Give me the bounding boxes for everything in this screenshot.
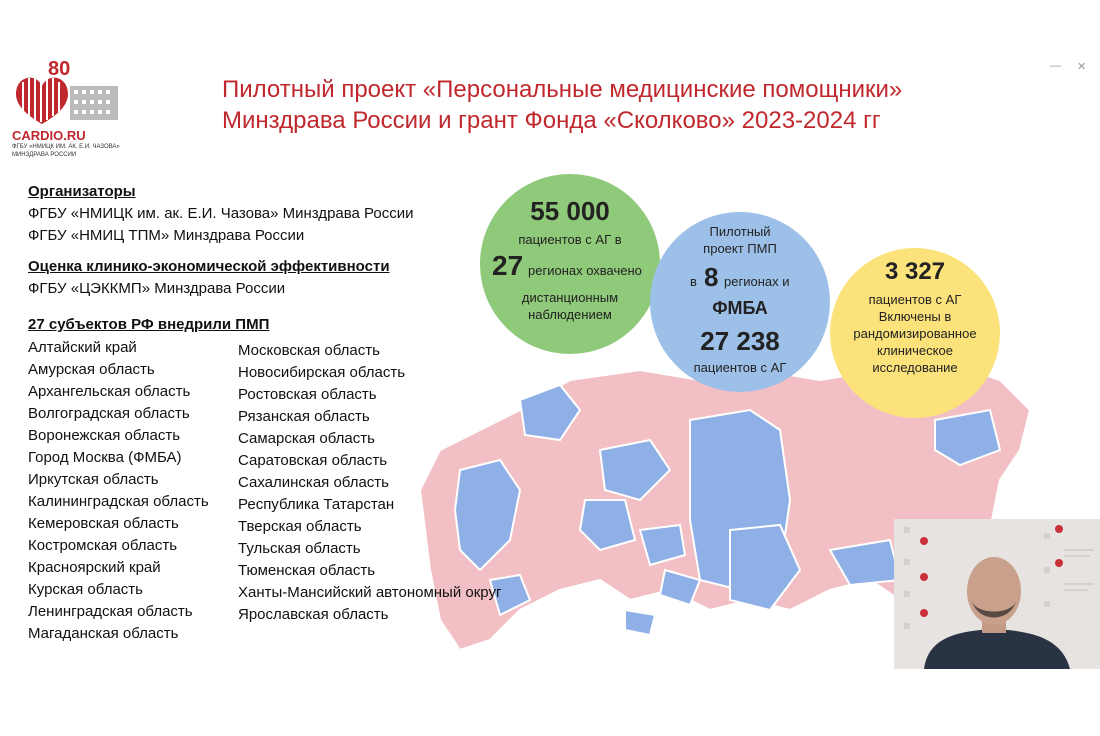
stat-number: 55 000 [530,196,610,226]
region-item: Ханты-Мансийский автономный округ [238,584,502,601]
logo-name: CARDIO.RU [12,128,86,143]
stat-text: дистанционным [521,290,619,305]
evaluation-heading: Оценка клинико-экономической эффективности [28,258,390,275]
region-item: Ленинградская область [28,603,193,620]
stat-text: в [690,274,697,289]
title-line-1: Пилотный проект «Персональные медицинские помощники» [222,76,903,103]
logo-number: 80 [48,58,71,80]
logo-org-line1: ФГБУ «НМИЦК ИМ. АК. Е.И. ЧАЗОВА» [12,144,120,150]
stat-text: пациентов с АГ [693,360,787,375]
region-item: Кемеровская область [28,515,179,532]
region-item: Тульская область [238,540,361,557]
stat-text: ФМБА [712,298,768,318]
stat-text: клиническое [877,343,953,358]
region-item: Сахалинская область [238,474,389,491]
webcam-overlay[interactable] [894,519,1100,669]
stat-number: 3 327 [884,258,946,285]
stat-text: проект ПМП [703,241,777,256]
organizers-heading: Организаторы [28,183,136,200]
region-item: Московская область [238,342,380,359]
organizer-item: ФГБУ «НМИЦК им. ак. Е.И. Чазова» Минздрава России [28,205,414,222]
slide-title [222,74,902,136]
stat-text: пациентов с АГ [868,292,962,307]
region-item: Город Москва (ФМБА) [28,449,182,466]
region-item: Иркутская область [28,471,159,488]
region-item: Воронежская область [28,427,181,444]
region-item: Костромская область [28,537,178,554]
region-item: Тверская область [238,518,362,535]
stat-text: пациентов с АГ в [518,232,622,247]
stat-circle-green [480,174,660,354]
region-item: Калининградская область [28,493,209,510]
region-item: Саратовская область [238,452,388,469]
stat-circle-blue [650,212,830,392]
stat-text: рандомизированное [853,326,977,341]
close-icon[interactable]: ✕ [1077,61,1087,73]
region-item: Самарская область [238,430,375,447]
title-line-2: Минздрава России и грант Фонда «Сколково» 2023-2024 гг [222,107,881,134]
stat-text: Пилотный [709,224,771,239]
logo-org-line2: МИНЗДРАВА РОССИИ [12,152,77,158]
stat-number: 27 238 [700,326,780,356]
stat-circle-yellow [830,248,1000,418]
region-item: Рязанская область [238,408,370,425]
stat-number: 8 [704,262,719,292]
organizer-item: ФГБУ «НМИЦ ТПМ» Минздрава России [28,227,305,244]
regions-heading: 27 субъектов РФ внедрили ПМП [28,316,270,333]
stat-number: 27 [492,250,524,281]
evaluation-item: ФГБУ «ЦЭККМП» Минздрава России [28,280,286,297]
stat-text: регионах и [724,274,790,289]
stat-text: Включены в [878,309,952,324]
region-item: Тюменская область [238,562,376,579]
region-item: Республика Татарстан [238,496,395,513]
region-item: Амурская область [28,361,155,378]
minimize-icon[interactable]: — [1050,60,1061,72]
map-region-altai [625,610,655,635]
region-item: Новосибирская область [238,364,406,381]
region-item: Курская область [28,581,143,598]
stat-text: наблюдением [528,307,612,322]
cardio-logo [12,58,122,174]
region-item: Магаданская область [28,625,179,642]
region-item: Ростовская область [238,386,377,403]
region-item: Красноярский край [28,559,161,576]
region-item: Алтайский край [28,339,137,356]
region-item: Архангельская область [28,383,191,400]
region-item: Волгоградская область [28,405,190,422]
person-video-icon [894,519,1100,669]
region-item: Ярославская область [238,606,389,623]
stat-text: исследование [872,360,958,375]
stat-text: регионах охвачено [528,263,642,278]
